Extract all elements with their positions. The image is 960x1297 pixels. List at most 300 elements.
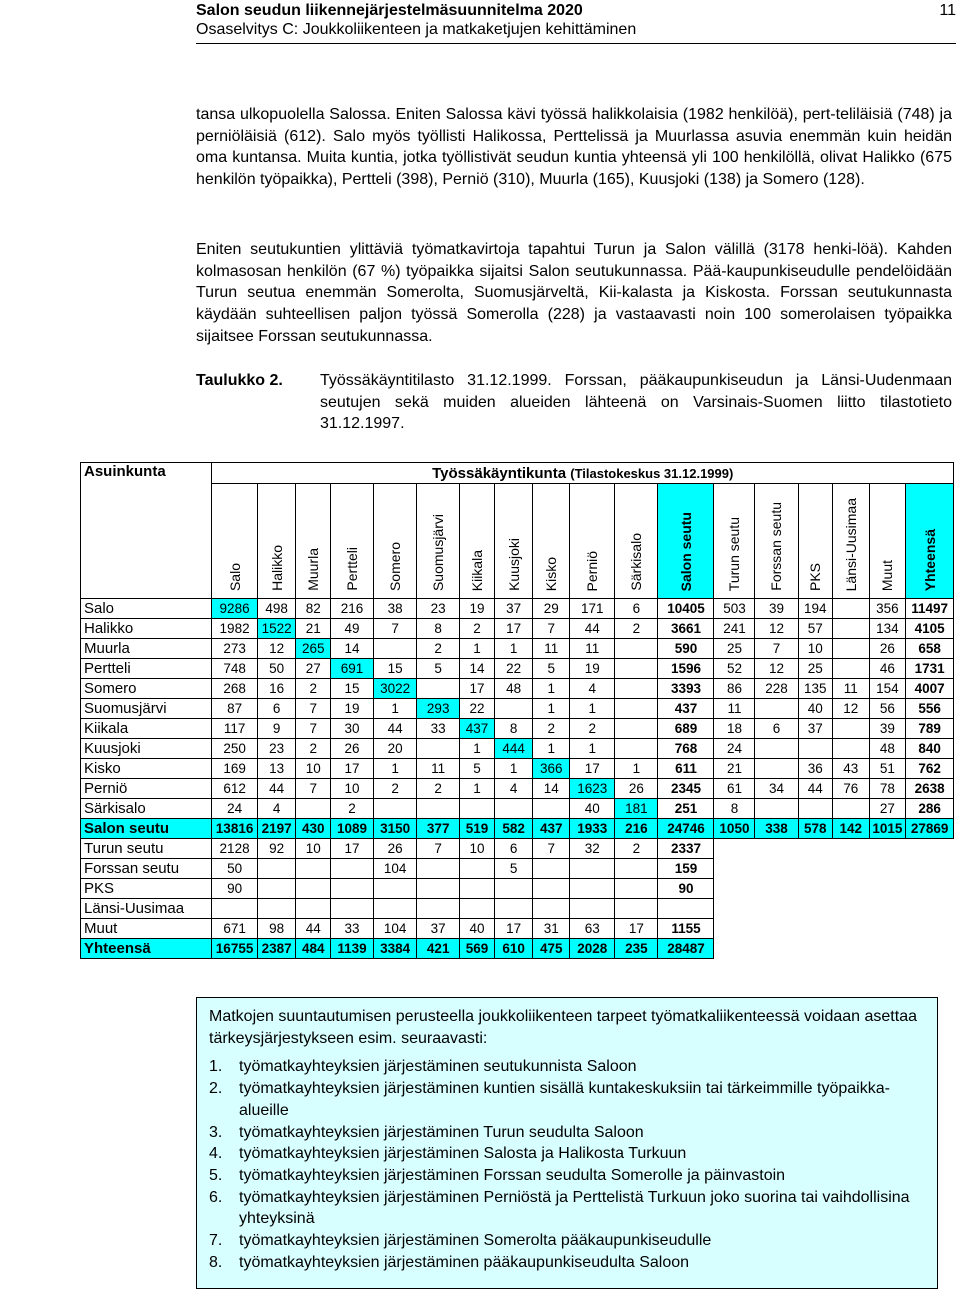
table-cell: 2028 xyxy=(570,939,615,959)
table-cell: 437 xyxy=(658,699,714,719)
table-cell: 40 xyxy=(570,799,615,819)
column-header-label: Somero xyxy=(387,541,404,591)
table-cell xyxy=(533,799,570,819)
table-cell: 475 xyxy=(533,939,570,959)
empty-cell xyxy=(798,919,832,939)
priority-item-text: työmatkayhteyksien järjestäminen kuntien sisällä kuntakeskuksiin tai tärkeimmille työpaikka-alueille xyxy=(239,1080,890,1119)
table-cell: 658 xyxy=(906,639,954,659)
table-cell xyxy=(257,899,296,919)
table-cell: 56 xyxy=(869,699,906,719)
table-cell: 17 xyxy=(330,839,373,859)
table-cell xyxy=(832,659,869,679)
table-cell: 14 xyxy=(330,639,373,659)
empty-cell xyxy=(832,859,869,879)
table-row xyxy=(81,759,954,779)
table-cell: 52 xyxy=(714,659,755,679)
table-cell: 24 xyxy=(212,799,257,819)
table-cell: 29 xyxy=(533,599,570,619)
table-cell: 92 xyxy=(257,839,296,859)
box-intro: Matkojen suuntautumisen perusteella joukkoliikenteen tarpeet työmatkaliikenteessä voidaan asettaa tärkeysjärjestykseen esim. seuraavasti: xyxy=(209,1008,917,1047)
table-cell: 19 xyxy=(570,659,615,679)
table-cell: 10 xyxy=(296,839,330,859)
table-cell: 3661 xyxy=(658,619,714,639)
table-cell xyxy=(570,899,615,919)
row-label: Suomusjärvi xyxy=(81,699,212,719)
empty-cell xyxy=(832,939,869,959)
table-cell: 50 xyxy=(257,659,296,679)
priority-item-text: työmatkayhteyksien järjestäminen seutukunnista Saloon xyxy=(239,1058,637,1076)
table-cell xyxy=(296,899,330,919)
table-cell xyxy=(257,859,296,879)
table-cell: 7 xyxy=(417,839,460,859)
table-cell: 19 xyxy=(460,599,494,619)
table-cell: 5 xyxy=(460,759,494,779)
table-cell: 39 xyxy=(869,719,906,739)
row-label: Perniö xyxy=(81,779,212,799)
table-row xyxy=(81,719,954,739)
table-cell: 26 xyxy=(374,839,417,859)
column-header-label: Halikko xyxy=(268,545,285,591)
table-cell xyxy=(658,899,714,919)
table-cell: 26 xyxy=(615,779,658,799)
table-cell xyxy=(615,699,658,719)
table-cell xyxy=(615,879,658,899)
page-header xyxy=(196,0,956,44)
table-cell: 273 xyxy=(212,639,257,659)
row-label: Muurla xyxy=(81,639,212,659)
table-row xyxy=(81,819,954,839)
empty-cell xyxy=(906,919,954,939)
priority-list xyxy=(209,1056,927,1273)
table-cell: 22 xyxy=(460,699,494,719)
priority-item-number: 4. xyxy=(209,1145,223,1163)
table-cell: 117 xyxy=(212,719,257,739)
column-header-label: Kuusjoki xyxy=(505,538,522,591)
row-label: Somero xyxy=(81,679,212,699)
table-row xyxy=(81,659,954,679)
table-cell: 154 xyxy=(869,679,906,699)
table-cell: 142 xyxy=(832,819,869,839)
column-header-label: Salo xyxy=(226,562,243,591)
document-title: Salon seudun liikennejärjestelmäsuunnitelma 2020 xyxy=(196,2,583,19)
table-cell: 5 xyxy=(417,659,460,679)
table-cell: 2128 xyxy=(212,839,257,859)
table-cell: 11 xyxy=(533,639,570,659)
column-header xyxy=(533,484,570,599)
table-cell: 338 xyxy=(755,819,798,839)
table-cell xyxy=(615,739,658,759)
table-cell xyxy=(296,879,330,899)
table-cell xyxy=(257,879,296,899)
table-cell: 86 xyxy=(714,679,755,699)
table-cell: 610 xyxy=(494,939,533,959)
table-cell: 691 xyxy=(330,659,373,679)
table-cell: 7 xyxy=(533,619,570,639)
priority-item-text: työmatkayhteyksien järjestäminen Forssan seudulta Somerolle ja päinvastoin xyxy=(239,1166,786,1184)
table-cell: 26 xyxy=(330,739,373,759)
table-cell: 90 xyxy=(212,879,257,899)
table-cell: 44 xyxy=(374,719,417,739)
table-cell xyxy=(374,899,417,919)
empty-cell xyxy=(906,839,954,859)
table-cell xyxy=(330,859,373,879)
row-label: Yhteensä xyxy=(81,939,212,959)
caption-label: Taulukko 2. xyxy=(196,372,283,389)
priority-item-number: 7. xyxy=(209,1232,223,1250)
table-cell: 1 xyxy=(374,699,417,719)
priority-item-number: 2. xyxy=(209,1080,223,1098)
table-cell: 15 xyxy=(330,679,373,699)
table-cell: 37 xyxy=(494,599,533,619)
priority-item xyxy=(209,1056,927,1078)
table-cell: 50 xyxy=(212,859,257,879)
table-cell xyxy=(417,679,460,699)
row-label: PKS xyxy=(81,879,212,899)
table-cell: 10 xyxy=(798,639,832,659)
table-cell: 16755 xyxy=(212,939,257,959)
table-cell xyxy=(212,899,257,919)
table-cell: 4 xyxy=(570,679,615,699)
table-cell: 28487 xyxy=(658,939,714,959)
empty-cell xyxy=(714,899,755,919)
table-cell: 1596 xyxy=(658,659,714,679)
row-label: Turun seutu xyxy=(81,839,212,859)
row-label: Forssan seutu xyxy=(81,859,212,879)
table-cell: 1 xyxy=(533,679,570,699)
priority-item-number: 6. xyxy=(209,1188,223,1206)
table-cell: 194 xyxy=(798,599,832,619)
table-cell: 61 xyxy=(714,779,755,799)
table-cell: 17 xyxy=(615,919,658,939)
table-cell: 293 xyxy=(417,699,460,719)
column-header xyxy=(906,484,954,599)
table-cell: 590 xyxy=(658,639,714,659)
table-cell: 1 xyxy=(533,739,570,759)
table-cell: 444 xyxy=(494,739,533,759)
priority-item xyxy=(209,1187,927,1230)
table-cell: 430 xyxy=(296,819,330,839)
table-cell: 10405 xyxy=(658,599,714,619)
table-cell: 2197 xyxy=(257,819,296,839)
column-header xyxy=(296,484,330,599)
table-cell: 17 xyxy=(460,679,494,699)
table-cell xyxy=(615,639,658,659)
column-header xyxy=(330,484,373,599)
table-cell xyxy=(798,739,832,759)
table-cell: 2 xyxy=(533,719,570,739)
empty-cell xyxy=(869,879,906,899)
empty-cell xyxy=(832,839,869,859)
table-cell: 78 xyxy=(869,779,906,799)
table-cell xyxy=(460,899,494,919)
empty-cell xyxy=(755,899,798,919)
column-header-label: Forssan seutu xyxy=(768,502,785,591)
column-header-label: Kiikala xyxy=(468,549,485,591)
table-cell xyxy=(417,799,460,819)
table-cell: 2 xyxy=(417,779,460,799)
table-cell: 32 xyxy=(570,839,615,859)
table-cell: 44 xyxy=(570,619,615,639)
priority-box xyxy=(196,997,938,1289)
table-cell: 216 xyxy=(615,819,658,839)
empty-cell xyxy=(906,899,954,919)
empty-cell xyxy=(832,919,869,939)
column-header-label: Särkisalo xyxy=(628,533,645,591)
row-label: Salon seutu xyxy=(81,819,212,839)
row-label: Halikko xyxy=(81,619,212,639)
table-cell: 17 xyxy=(494,619,533,639)
table-cell xyxy=(460,799,494,819)
table-cell: 6 xyxy=(615,599,658,619)
table-cell xyxy=(494,899,533,919)
table-cell: 104 xyxy=(374,919,417,939)
table-cell xyxy=(832,619,869,639)
table-cell: 135 xyxy=(798,679,832,699)
column-header xyxy=(832,484,869,599)
table-cell: 2387 xyxy=(257,939,296,959)
column-header xyxy=(658,484,714,599)
table-cell: 11 xyxy=(417,759,460,779)
empty-cell xyxy=(755,939,798,959)
table-cell xyxy=(832,639,869,659)
row-label: Kiikala xyxy=(81,719,212,739)
table-cell: 3384 xyxy=(374,939,417,959)
table-cell: 63 xyxy=(570,919,615,939)
table-cell: 9286 xyxy=(212,599,257,619)
table-cell: 25 xyxy=(798,659,832,679)
table-cell xyxy=(417,739,460,759)
empty-cell xyxy=(906,939,954,959)
empty-cell xyxy=(869,919,906,939)
commuting-table xyxy=(80,462,954,959)
table-cell: 2 xyxy=(296,739,330,759)
row-label: Särkisalo xyxy=(81,799,212,819)
empty-cell xyxy=(714,839,755,859)
table-cell: 19 xyxy=(330,699,373,719)
table-row xyxy=(81,699,954,719)
table-cell: 6 xyxy=(755,719,798,739)
table-cell: 2 xyxy=(374,779,417,799)
table-cell: 671 xyxy=(212,919,257,939)
table-cell: 578 xyxy=(798,819,832,839)
table-cell: 251 xyxy=(658,799,714,819)
priority-item-number: 3. xyxy=(209,1123,223,1141)
table-cell xyxy=(615,659,658,679)
table-cell: 14 xyxy=(533,779,570,799)
table-cell: 5 xyxy=(533,659,570,679)
table-cell: 689 xyxy=(658,719,714,739)
table-cell: 12 xyxy=(755,619,798,639)
table-cell: 26 xyxy=(869,639,906,659)
table-cell: 1050 xyxy=(714,819,755,839)
priority-item-number: 1. xyxy=(209,1058,223,1076)
table-cell: 2 xyxy=(417,639,460,659)
table-cell xyxy=(374,799,417,819)
table-cell: 17 xyxy=(570,759,615,779)
document-subtitle: Osaselvitys C: Joukkoliikenteen ja matkaketjujen kehittäminen xyxy=(196,21,637,38)
column-header xyxy=(374,484,417,599)
table-cell: 1 xyxy=(374,759,417,779)
column-header-label: Muurla xyxy=(305,548,322,591)
table-cell: 8 xyxy=(494,719,533,739)
table-cell xyxy=(417,859,460,879)
table-row xyxy=(81,739,954,759)
table-row xyxy=(81,939,954,959)
table-cell: 17 xyxy=(494,919,533,939)
table-cell xyxy=(296,799,330,819)
priority-item xyxy=(209,1143,927,1165)
table-cell xyxy=(570,859,615,879)
priority-item-text: työmatkayhteyksien järjestäminen Turun seudulta Saloon xyxy=(239,1123,644,1141)
table-cell: 2638 xyxy=(906,779,954,799)
empty-cell xyxy=(906,859,954,879)
table-cell: 4007 xyxy=(906,679,954,699)
column-header-label: Länsi-Uusimaa xyxy=(842,497,859,591)
table-cell: 7 xyxy=(374,619,417,639)
column-header-label: PKS xyxy=(807,562,824,591)
table-cell: 24 xyxy=(714,739,755,759)
column-header-label: Kisko xyxy=(543,556,560,591)
table-cell: 18 xyxy=(714,719,755,739)
table-cell: 1 xyxy=(533,699,570,719)
table-cell: 503 xyxy=(714,599,755,619)
table-cell xyxy=(417,899,460,919)
table-cell: 13816 xyxy=(212,819,257,839)
empty-cell xyxy=(906,879,954,899)
empty-cell xyxy=(755,879,798,899)
table-cell: 228 xyxy=(755,679,798,699)
table-title xyxy=(212,463,954,484)
table-cell xyxy=(832,739,869,759)
priority-item xyxy=(209,1122,927,1144)
table-cell xyxy=(296,859,330,879)
table-cell: 48 xyxy=(869,739,906,759)
table-cell: 1731 xyxy=(906,659,954,679)
table-cell: 6 xyxy=(494,839,533,859)
table-row xyxy=(81,619,954,639)
table-cell: 748 xyxy=(212,659,257,679)
table-cell: 98 xyxy=(257,919,296,939)
table-cell: 27 xyxy=(296,659,330,679)
table-cell: 265 xyxy=(296,639,330,659)
table-cell: 169 xyxy=(212,759,257,779)
empty-cell xyxy=(869,839,906,859)
table-cell: 12 xyxy=(832,699,869,719)
table-title-main: Työssäkäyntikunta xyxy=(432,464,567,482)
column-header xyxy=(212,484,257,599)
table-cell xyxy=(615,899,658,919)
table-cell: 1982 xyxy=(212,619,257,639)
table-cell xyxy=(330,879,373,899)
table-cell xyxy=(533,899,570,919)
table-cell: 235 xyxy=(615,939,658,959)
table-cell: 104 xyxy=(374,859,417,879)
table-header-row xyxy=(81,463,954,484)
table-cell: 2 xyxy=(460,619,494,639)
header-rule xyxy=(196,43,956,44)
priority-item-text: työmatkayhteyksien järjestäminen Somerolta pääkaupunkiseudulle xyxy=(239,1232,712,1250)
table-cell: 44 xyxy=(257,779,296,799)
table-cell: 20 xyxy=(374,739,417,759)
table-cell: 1155 xyxy=(658,919,714,939)
table-cell: 519 xyxy=(460,819,494,839)
table-cell: 611 xyxy=(658,759,714,779)
table-cell: 40 xyxy=(798,699,832,719)
table-cell: 1015 xyxy=(869,819,906,839)
column-header xyxy=(869,484,906,599)
priority-item xyxy=(209,1078,927,1121)
column-header xyxy=(460,484,494,599)
row-label: Salo xyxy=(81,599,212,619)
table-row xyxy=(81,899,954,919)
empty-cell xyxy=(832,879,869,899)
commuting-table-container xyxy=(80,462,954,959)
table-cell: 1 xyxy=(615,759,658,779)
empty-cell xyxy=(869,859,906,879)
column-header-label: Pertteli xyxy=(344,547,360,591)
table-cell: 24746 xyxy=(658,819,714,839)
table-row xyxy=(81,639,954,659)
table-cell xyxy=(417,879,460,899)
page-number: 11 xyxy=(939,2,956,19)
empty-cell xyxy=(714,919,755,939)
corner-label: Asuinkunta xyxy=(81,463,212,599)
table-cell: 17 xyxy=(330,759,373,779)
table-cell: 23 xyxy=(257,739,296,759)
empty-cell xyxy=(798,899,832,919)
table-cell: 12 xyxy=(257,639,296,659)
table-cell: 27869 xyxy=(906,819,954,839)
table-cell: 37 xyxy=(417,919,460,939)
table-cell: 38 xyxy=(374,599,417,619)
table-row xyxy=(81,799,954,819)
table-cell: 3022 xyxy=(374,679,417,699)
column-header-label: Perniö xyxy=(584,550,601,591)
priority-item-number: 8. xyxy=(209,1253,223,1271)
table-cell: 3393 xyxy=(658,679,714,699)
table-cell: 4 xyxy=(257,799,296,819)
table-cell: 377 xyxy=(417,819,460,839)
table-cell xyxy=(494,879,533,899)
table-cell: 366 xyxy=(533,759,570,779)
table-cell: 44 xyxy=(798,779,832,799)
empty-cell xyxy=(798,879,832,899)
table-cell: 569 xyxy=(460,939,494,959)
table-cell: 241 xyxy=(714,619,755,639)
table-cell: 23 xyxy=(417,599,460,619)
table-cell: 76 xyxy=(832,779,869,799)
table-cell: 2 xyxy=(330,799,373,819)
table-cell: 1139 xyxy=(330,939,373,959)
table-cell xyxy=(755,799,798,819)
table-cell: 421 xyxy=(417,939,460,959)
table-cell: 268 xyxy=(212,679,257,699)
table-cell: 134 xyxy=(869,619,906,639)
table-cell xyxy=(755,699,798,719)
table-cell: 30 xyxy=(330,719,373,739)
empty-cell xyxy=(869,939,906,959)
table-cell: 31 xyxy=(533,919,570,939)
table-cell: 1 xyxy=(570,699,615,719)
column-header xyxy=(257,484,296,599)
table-cell: 44 xyxy=(296,919,330,939)
table-cell xyxy=(494,699,533,719)
row-label: Muut xyxy=(81,919,212,939)
empty-cell xyxy=(832,899,869,919)
table-cell: 159 xyxy=(658,859,714,879)
table-cell xyxy=(460,879,494,899)
table-cell: 82 xyxy=(296,599,330,619)
